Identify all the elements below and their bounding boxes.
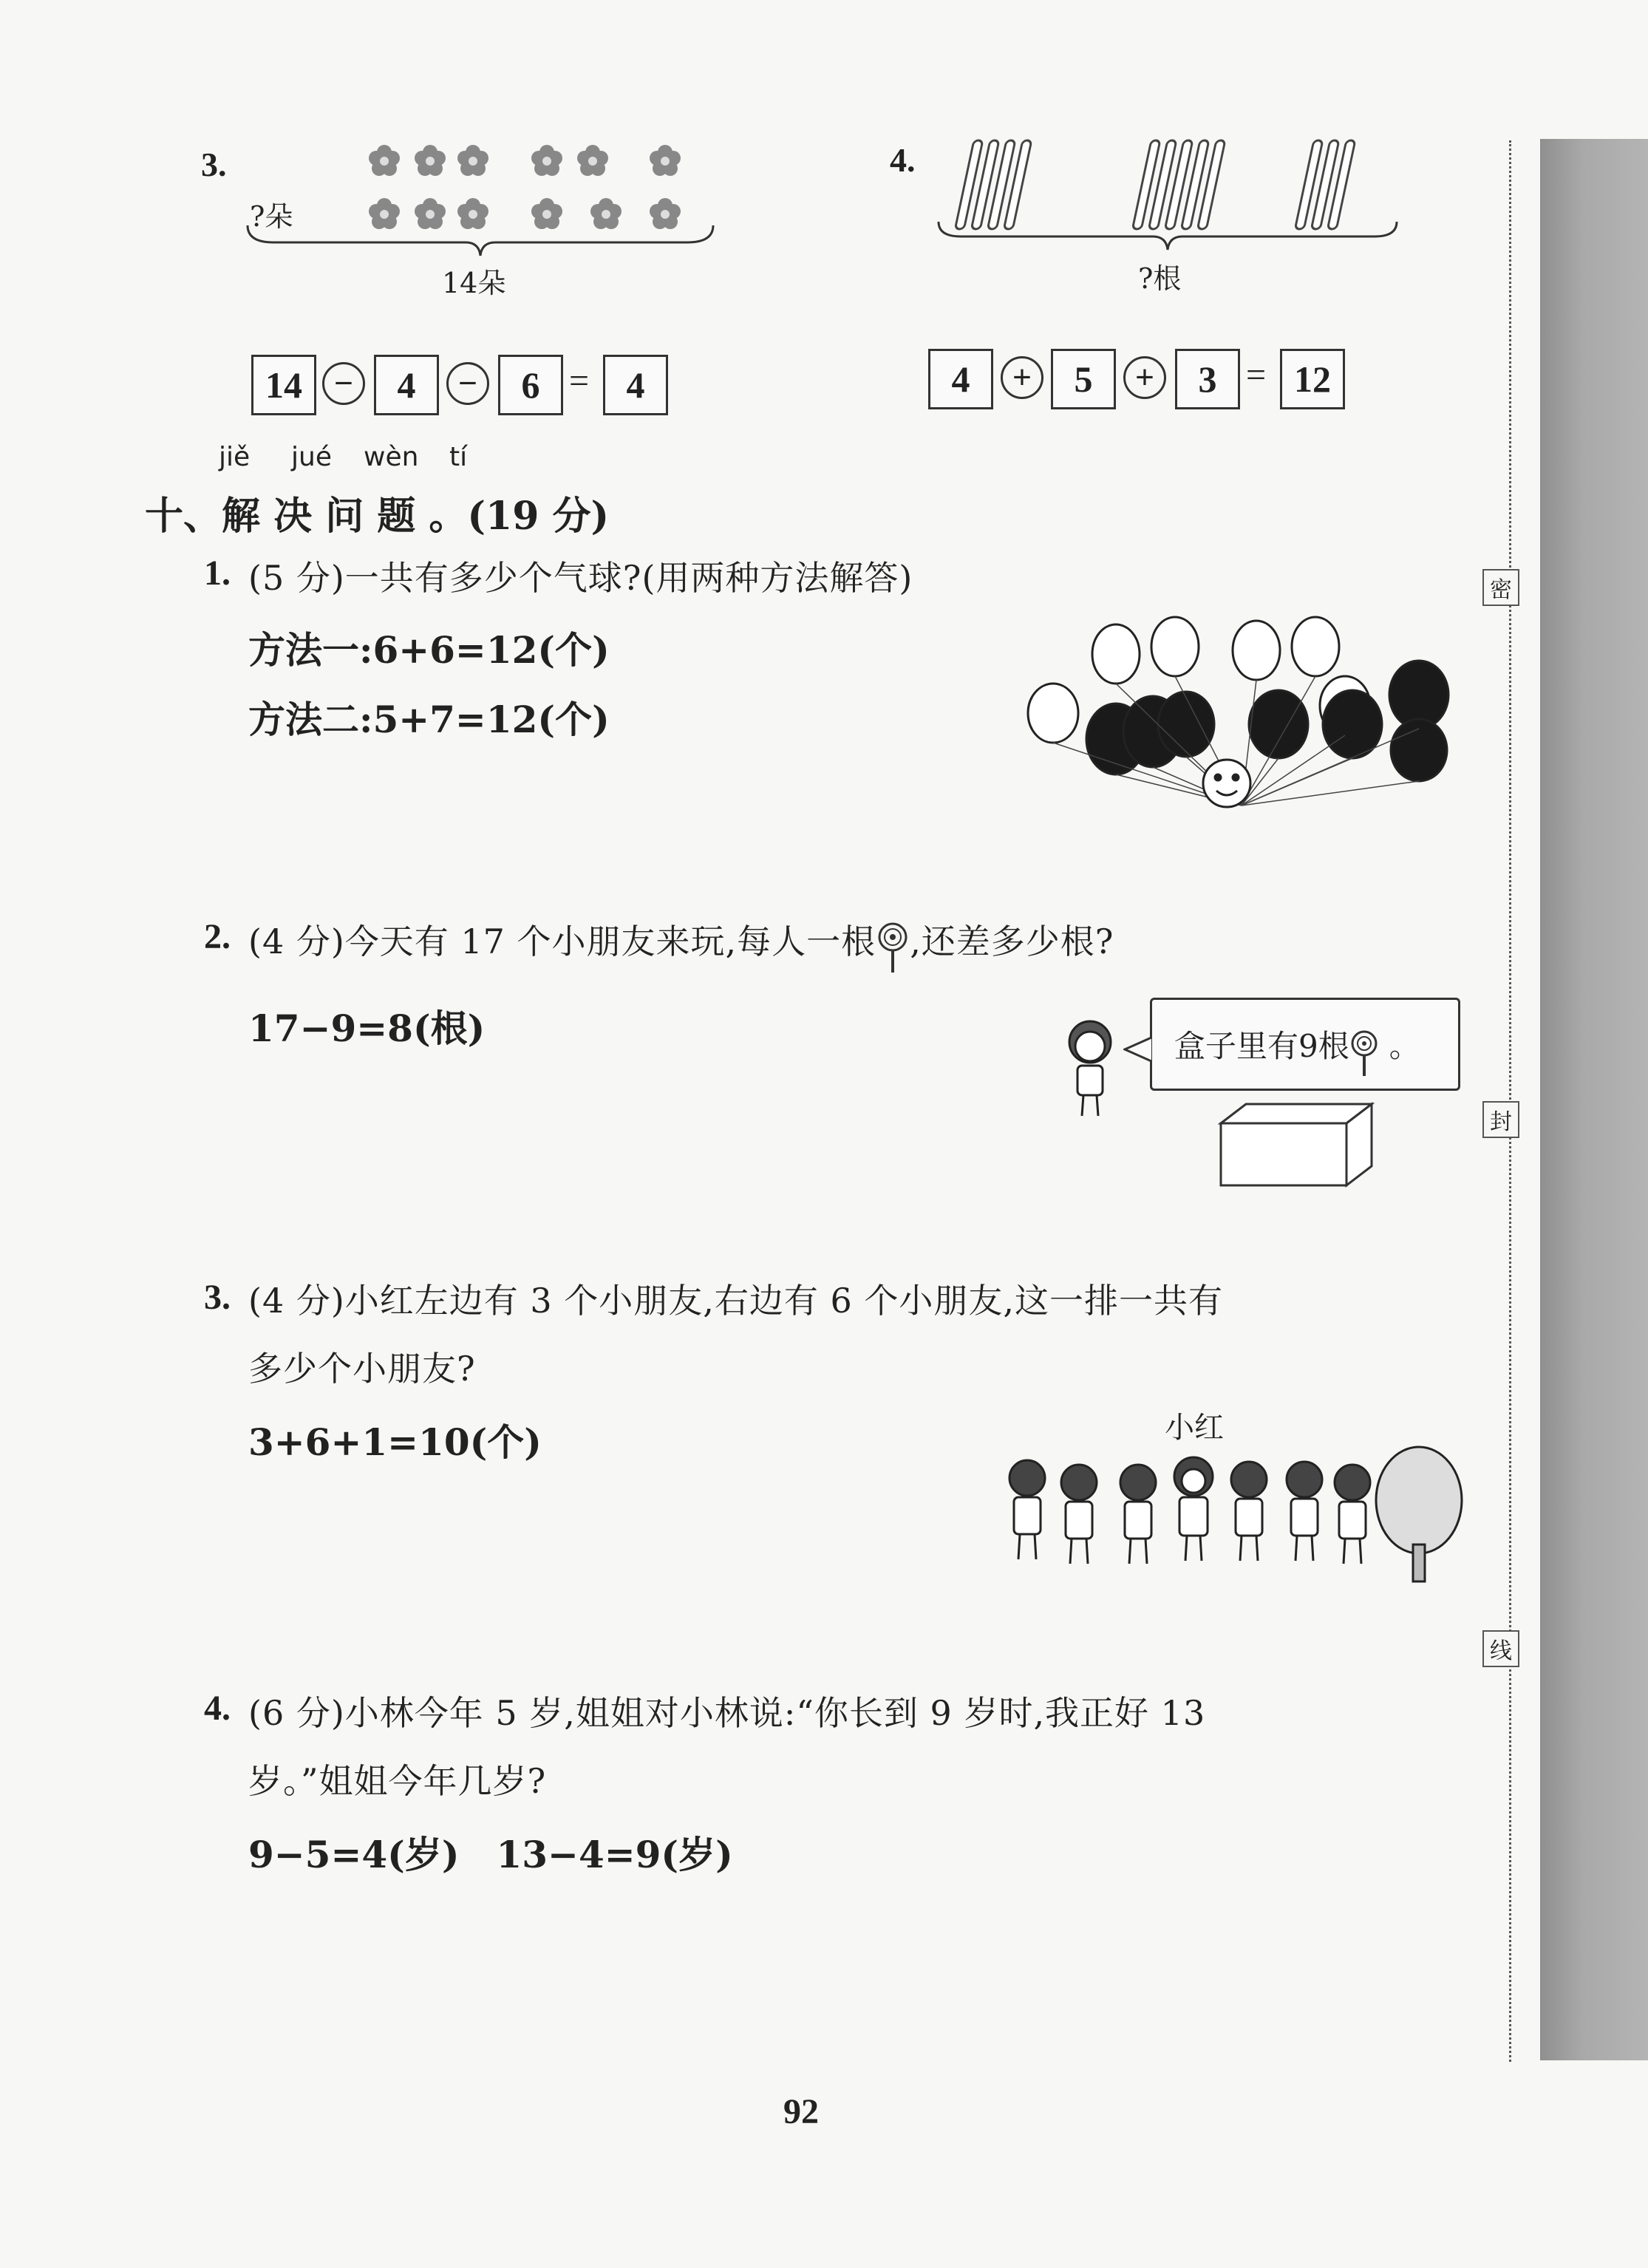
speech-text-main: 盒子里有9根 xyxy=(1174,1028,1349,1064)
speech-tail xyxy=(1123,1035,1153,1064)
q1-answer-2: 方法二:5+7=12(个) xyxy=(248,698,610,741)
plus-circle-1: + xyxy=(1001,356,1043,399)
part-label: ?朵 xyxy=(250,200,293,233)
box-illustration xyxy=(1212,1101,1382,1190)
eq-box-2: 4 xyxy=(374,355,439,415)
pinyin-4: tí xyxy=(449,442,468,472)
minus-circle-1: − xyxy=(322,362,365,405)
binding-mark-xian: 线 xyxy=(1482,1630,1519,1667)
q1-text: (5 分)一共有多少个气球?(用两种方法解答) xyxy=(248,558,913,598)
girl-icon xyxy=(1057,1012,1123,1123)
q3-line-1: (4 分)小红左边有 3 个小朋友,右边有 6 个小朋友,这一排一共有 xyxy=(248,1281,1224,1321)
children-illustration xyxy=(990,1441,1463,1589)
q4-answer: 9−5=4(岁) 13−4=9(岁) xyxy=(248,1833,733,1876)
q2-text-before: (4 分)今天有 17 个小朋友来玩,每人一根 xyxy=(248,922,876,961)
sticks-illustration xyxy=(931,133,1404,251)
speech-bubble xyxy=(1150,998,1460,1091)
pinyin-2: jué xyxy=(291,442,332,472)
binding-mark-mi: 密 xyxy=(1482,569,1519,606)
q3-answer: 3+6+1=10(个) xyxy=(248,1420,542,1464)
pinyin-1: jiě xyxy=(219,442,251,472)
eq2-box-answer: 12 xyxy=(1280,349,1345,409)
q2-number: 2. xyxy=(204,917,231,956)
lollipop-icon xyxy=(876,922,910,967)
plus-circle-2: + xyxy=(1123,356,1166,399)
q1-number: 1. xyxy=(204,554,231,593)
eq-box-answer: 4 xyxy=(603,355,668,415)
binding-mark-feng: 封 xyxy=(1482,1101,1519,1138)
speech-text xyxy=(1174,1022,1420,1067)
total-label: 14朵 xyxy=(442,267,506,299)
child-label: 小红 xyxy=(1165,1411,1224,1445)
eq-box-3: 6 xyxy=(498,355,563,415)
eq2-box-1: 4 xyxy=(928,349,993,409)
q4-line-2: 岁。”姐姐今年几岁? xyxy=(248,1761,547,1801)
equals-sign-2: = xyxy=(1246,355,1267,395)
eq2-box-2: 5 xyxy=(1051,349,1116,409)
eq-box-1: 14 xyxy=(251,355,316,415)
binding-sidebar xyxy=(1540,139,1648,2060)
speech-end: 。 xyxy=(1389,1028,1420,1064)
q2-text-after: ,还差多少根? xyxy=(910,922,1114,961)
q2-answer: 17−9=8(根) xyxy=(248,1007,486,1050)
q3-line-2: 多少个小朋友? xyxy=(248,1349,476,1389)
q3-number: 3. xyxy=(204,1278,231,1317)
q1-answer-1: 方法一:6+6=12(个) xyxy=(248,628,610,672)
sticks-total-label: ?根 xyxy=(1138,262,1182,295)
q4-number: 4. xyxy=(204,1689,231,1728)
pinyin-3: wèn xyxy=(364,442,419,472)
problem-3-number: 3. xyxy=(201,146,227,183)
section-title: 十、解 决 问 题 。(19 分) xyxy=(145,494,610,539)
problem-4-number: 4. xyxy=(890,141,916,179)
q2-text xyxy=(248,915,1114,967)
brace-bottom xyxy=(244,222,717,259)
minus-circle-2: − xyxy=(446,362,489,405)
equals-sign: = xyxy=(569,361,590,401)
speech-lollipop-icon xyxy=(1349,1030,1379,1067)
eq2-box-3: 3 xyxy=(1175,349,1240,409)
q4-line-1: (6 分)小林今年 5 岁,姐姐对小林说:“你长到 9 岁时,我正好 13 xyxy=(248,1693,1206,1733)
balloons-illustration xyxy=(1020,613,1463,835)
page-number: 92 xyxy=(783,2092,819,2131)
